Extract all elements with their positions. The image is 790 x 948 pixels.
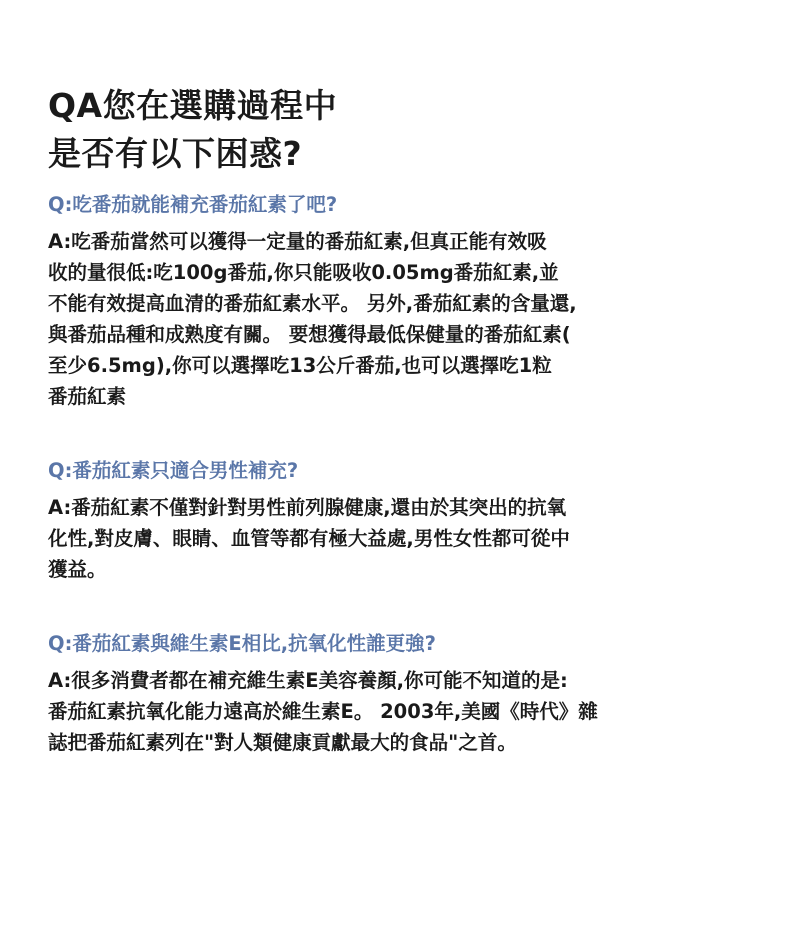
title-line-1: QA您在選購過程中 <box>48 86 338 125</box>
qa-item-1 <box>48 190 750 412</box>
answer-line: 獲益。 <box>48 558 107 581</box>
answer-line: 番茄紅素抗氧化能力遠高於維生素E。 2003年,美國《時代》雜 <box>48 700 598 723</box>
answer-line: 與番茄品種和成熟度有關。 要想獲得最低保健量的番茄紅素( <box>48 323 571 346</box>
qa-item-2 <box>48 456 750 585</box>
qa-item-3 <box>48 629 750 758</box>
answer-line: 誌把番茄紅素列在"對人類健康貢獻最大的食品"之首。 <box>48 731 517 754</box>
question-text: Q:番茄紅素與維生素E相比,抗氧化性誰更強? <box>48 632 436 655</box>
answer-line: 番茄紅素 <box>48 385 127 408</box>
answer-line: A:很多消費者都在補充維生素E美容養顏,你可能不知道的是: <box>48 669 568 692</box>
answer-text <box>48 492 750 585</box>
answer-line: 至少6.5mg),你可以選擇吃13公斤番茄,也可以選擇吃1粒 <box>48 354 552 377</box>
answer-line: 不能有效提高血清的番茄紅素水平。 另外,番茄紅素的含量還, <box>48 292 577 315</box>
question-text: Q:番茄紅素只適合男性補充? <box>48 459 299 482</box>
answer-text <box>48 665 750 758</box>
page-title <box>48 82 750 178</box>
answer-line: A:吃番茄當然可以獲得一定量的番茄紅素,但真正能有效吸 <box>48 230 547 253</box>
answer-line: 化性,對皮膚、眼睛、血管等都有極大益處,男性女性都可從中 <box>48 527 570 550</box>
answer-line: 收的量很低:吃100g番茄,你只能吸收0.05mg番茄紅素,並 <box>48 261 559 284</box>
title-line-2: 是否有以下困惑? <box>48 134 303 173</box>
answer-line: A:番茄紅素不僅對針對男性前列腺健康,還由於其突出的抗氧 <box>48 496 567 519</box>
answer-text <box>48 226 750 412</box>
question-text: Q:吃番茄就能補充番茄紅素了吧? <box>48 193 338 216</box>
